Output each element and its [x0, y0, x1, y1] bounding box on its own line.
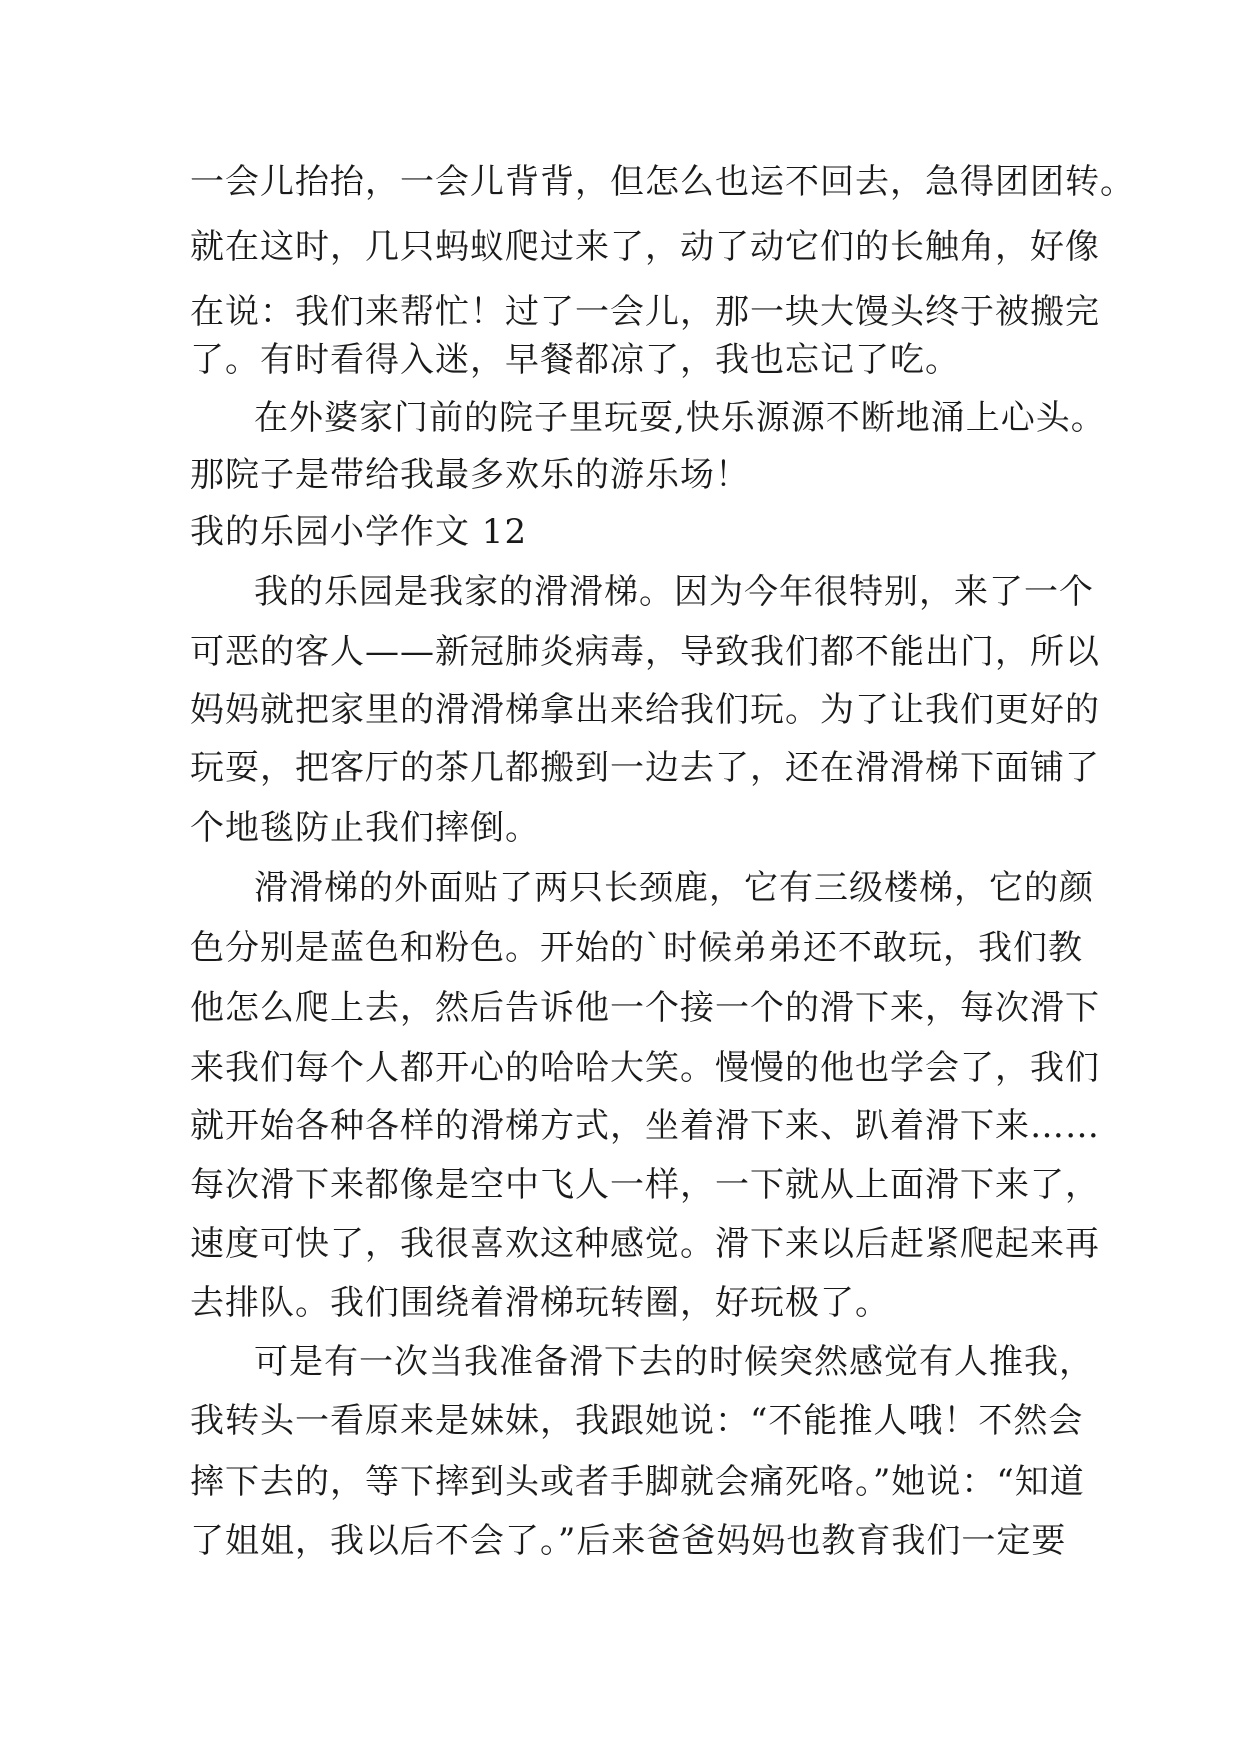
- text-line: 我的乐园是我家的滑滑梯。因为今年很特别，来了一个: [254, 572, 1094, 612]
- text-line: 一会儿抬抬，一会儿背背，但怎么也运不回去，急得团团转。: [190, 162, 1135, 202]
- text-line: 个地毯防止我们摔倒。: [190, 808, 540, 848]
- text-line: 滑滑梯的外面贴了两只长颈鹿，它有三级楼梯，它的颜: [254, 868, 1094, 908]
- text-line: 在说：我们来帮忙！过了一会儿，那一块大馒头终于被搬完: [190, 292, 1100, 332]
- text-line: 那院子是带给我最多欢乐的游乐场！: [190, 455, 750, 495]
- text-line: 就开始各种各样的滑梯方式，坐着滑下来、趴着滑下来……: [190, 1106, 1100, 1146]
- text-line: 妈妈就把家里的滑滑梯拿出来给我们玩。为了让我们更好的: [190, 690, 1100, 730]
- text-line: 摔下去的，等下摔到头或者手脚就会痛死咯。”她说：“知道: [190, 1462, 1085, 1502]
- text-line: 就在这时，几只蚂蚁爬过来了，动了动它们的长触角，好像: [190, 227, 1100, 267]
- text-line: 可恶的客人——新冠肺炎病毒，导致我们都不能出门，所以: [190, 632, 1100, 672]
- text-line: 他怎么爬上去，然后告诉他一个接一个的滑下来，每次滑下: [190, 988, 1100, 1028]
- text-line: 色分别是蓝色和粉色。开始的`时候弟弟还不敢玩，我们教: [190, 928, 1083, 968]
- text-line: 来我们每个人都开心的哈哈大笑。慢慢的他也学会了，我们: [190, 1048, 1100, 1088]
- text-line: 在外婆家门前的院子里玩耍,快乐源源不断地涌上心头。: [254, 398, 1106, 438]
- text-line: 我转头一看原来是妹妹，我跟她说：“不能推人哦！不然会: [190, 1401, 1084, 1441]
- text-line: 速度可快了，我很喜欢这种感觉。滑下来以后赶紧爬起来再: [190, 1224, 1100, 1264]
- section-heading: 我的乐园小学作文 12: [190, 512, 528, 552]
- text-line: 每次滑下来都像是空中飞人一样，一下就从上面滑下来了，: [190, 1165, 1100, 1205]
- text-line: 可是有一次当我准备滑下去的时候突然感觉有人推我，: [254, 1342, 1094, 1382]
- text-line: 了。有时看得入迷，早餐都凉了，我也忘记了吃。: [190, 340, 960, 380]
- text-line: 玩耍，把客厅的茶几都搬到一边去了，还在滑滑梯下面铺了: [190, 748, 1100, 788]
- text-line: 去排队。我们围绕着滑梯玩转圈，好玩极了。: [190, 1283, 890, 1323]
- text-line: 了姐姐，我以后不会了。”后来爸爸妈妈也教育我们一定要: [190, 1521, 1067, 1561]
